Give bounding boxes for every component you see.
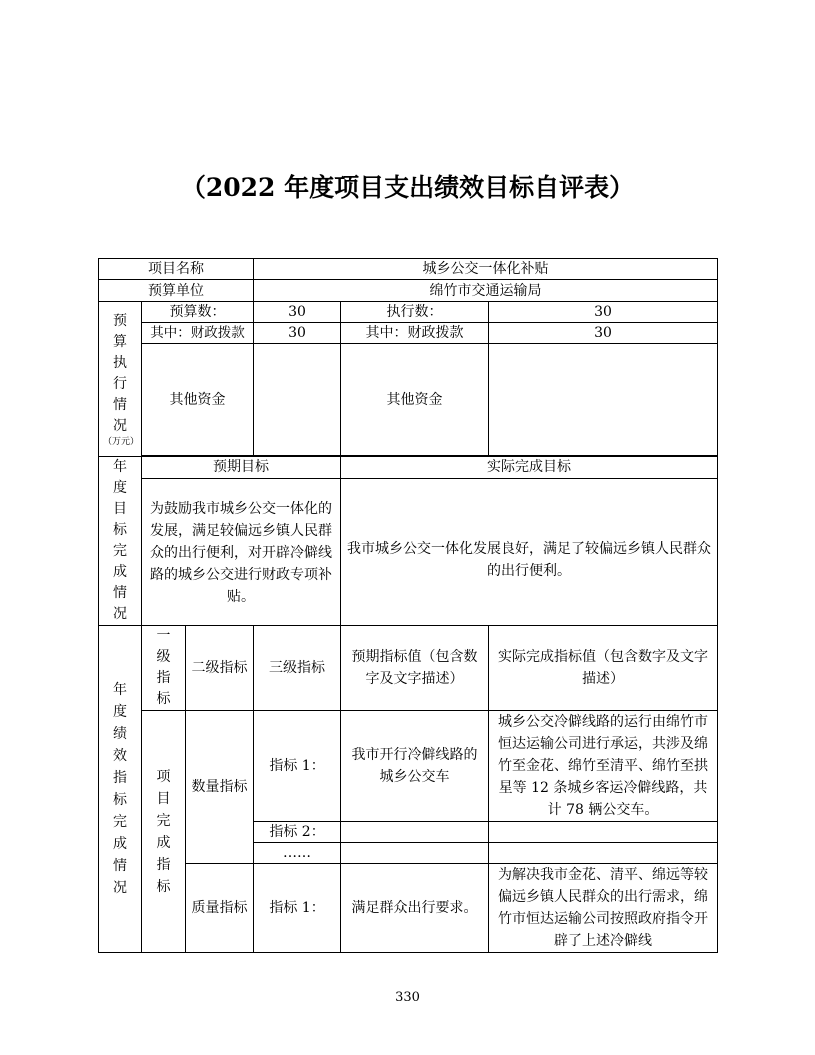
col-level2-header: 二级指标 [186,626,254,711]
execution-amount-value: 30 [489,302,718,323]
quality-indicator-1-expected: 满足群众出行要求。 [341,864,489,953]
page-title: （2022 年度项目支出绩效目标自评表） [180,173,635,202]
quantity-ellipsis-expected [341,843,489,864]
fiscal-label-budget: 其中：财政拨款 [142,323,254,344]
row-goals-content [99,478,718,625]
quantity-indicator-1-expected: 我市开行冷僻线路的城乡公交车 [341,711,489,822]
quantity-indicator-2-actual [489,822,718,843]
row-indicators-header [99,626,718,711]
col-level1-header: 一 级 指 标 [142,626,186,711]
budget-amount-label: 预算数： [142,302,254,323]
expected-goal-text: 为鼓励我市城乡公交一体化的发展，满足较偏远乡镇人民群众的出行便利，对开辟冷僻线路的城乡公交进行财政专项补贴。 [142,478,341,625]
quality-indicator-label: 质量指标 [186,864,254,953]
row-project-name [99,259,718,280]
other-funds-label-budget: 其他资金 [142,344,254,456]
actual-goal-text: 我市城乡公交一体化发展良好，满足了较偏远乡镇人民群众的出行便利。 [341,478,718,625]
fiscal-value-execution: 30 [489,323,718,344]
row-other-funds [99,344,718,456]
quantity-indicator-label: 数量指标 [186,711,254,864]
row-quality-indicator-1 [99,864,718,953]
fiscal-label-execution: 其中：财政拨款 [341,323,489,344]
col-expected-header: 预期指标值（包含数字及文字描述） [341,626,489,711]
fiscal-value-budget: 30 [254,323,341,344]
budget-unit-label: 预算单位 [99,280,254,302]
col-actual-header: 实际完成指标值（包含数字及文字描述） [489,626,718,711]
quantity-indicator-2-label: 指标 2： [254,822,341,843]
row-budget-unit [99,280,718,302]
quantity-indicator-1-label: 指标 1： [254,711,341,822]
quantity-ellipsis-actual [489,843,718,864]
quality-indicator-1-label: 指标 1： [254,864,341,953]
page-number: 330 [395,990,420,1005]
level1-project-completion: 项 目 完 成 指 标 [142,711,186,953]
evaluation-table [98,258,718,953]
execution-amount-label: 执行数： [341,302,489,323]
budget-unit-value: 绵竹市交通运输局 [254,280,718,302]
project-name-value: 城乡公交一体化补贴 [254,259,718,280]
row-quantity-indicator-1 [99,711,718,822]
quality-indicator-1-actual: 为解决我市金花、清平、绵远等较偏远乡镇人民群众的出行需求，绵竹市恒达运输公司按照政府指令开辟了上述冷僻线 [489,864,718,953]
row-budget-amount [99,302,718,323]
actual-goal-header: 实际完成目标 [341,457,718,479]
expected-goal-header: 预期目标 [142,457,341,479]
other-funds-value-execution [489,344,718,456]
goals-section-label: 年 度 目 标 完 成 情 况 [99,457,142,626]
budget-unit-note: （万元） [103,437,140,447]
row-goals-header [99,457,718,479]
row-fiscal-allocation [99,323,718,344]
project-name-label: 项目名称 [99,259,254,280]
budget-amount-value: 30 [254,302,341,323]
quantity-indicator-1-actual: 城乡公交冷僻线路的运行由绵竹市恒达运输公司进行承运，共涉及绵竹至金花、绵竹至清平、绵竹至拱星等 12 条城乡客运冷僻线路，共计 78 辆公交车。 [489,711,718,822]
budget-section-label: 预 算 执 行 情 况 （万元） [99,302,142,457]
other-funds-label-execution: 其他资金 [341,344,489,456]
col-level3-header: 三级指标 [254,626,341,711]
indicators-section-label: 年 度 绩 效 指 标 完 成 情 况 [99,626,142,953]
quantity-ellipsis: …… [254,843,341,864]
quantity-indicator-2-expected [341,822,489,843]
other-funds-value-budget [254,344,341,456]
